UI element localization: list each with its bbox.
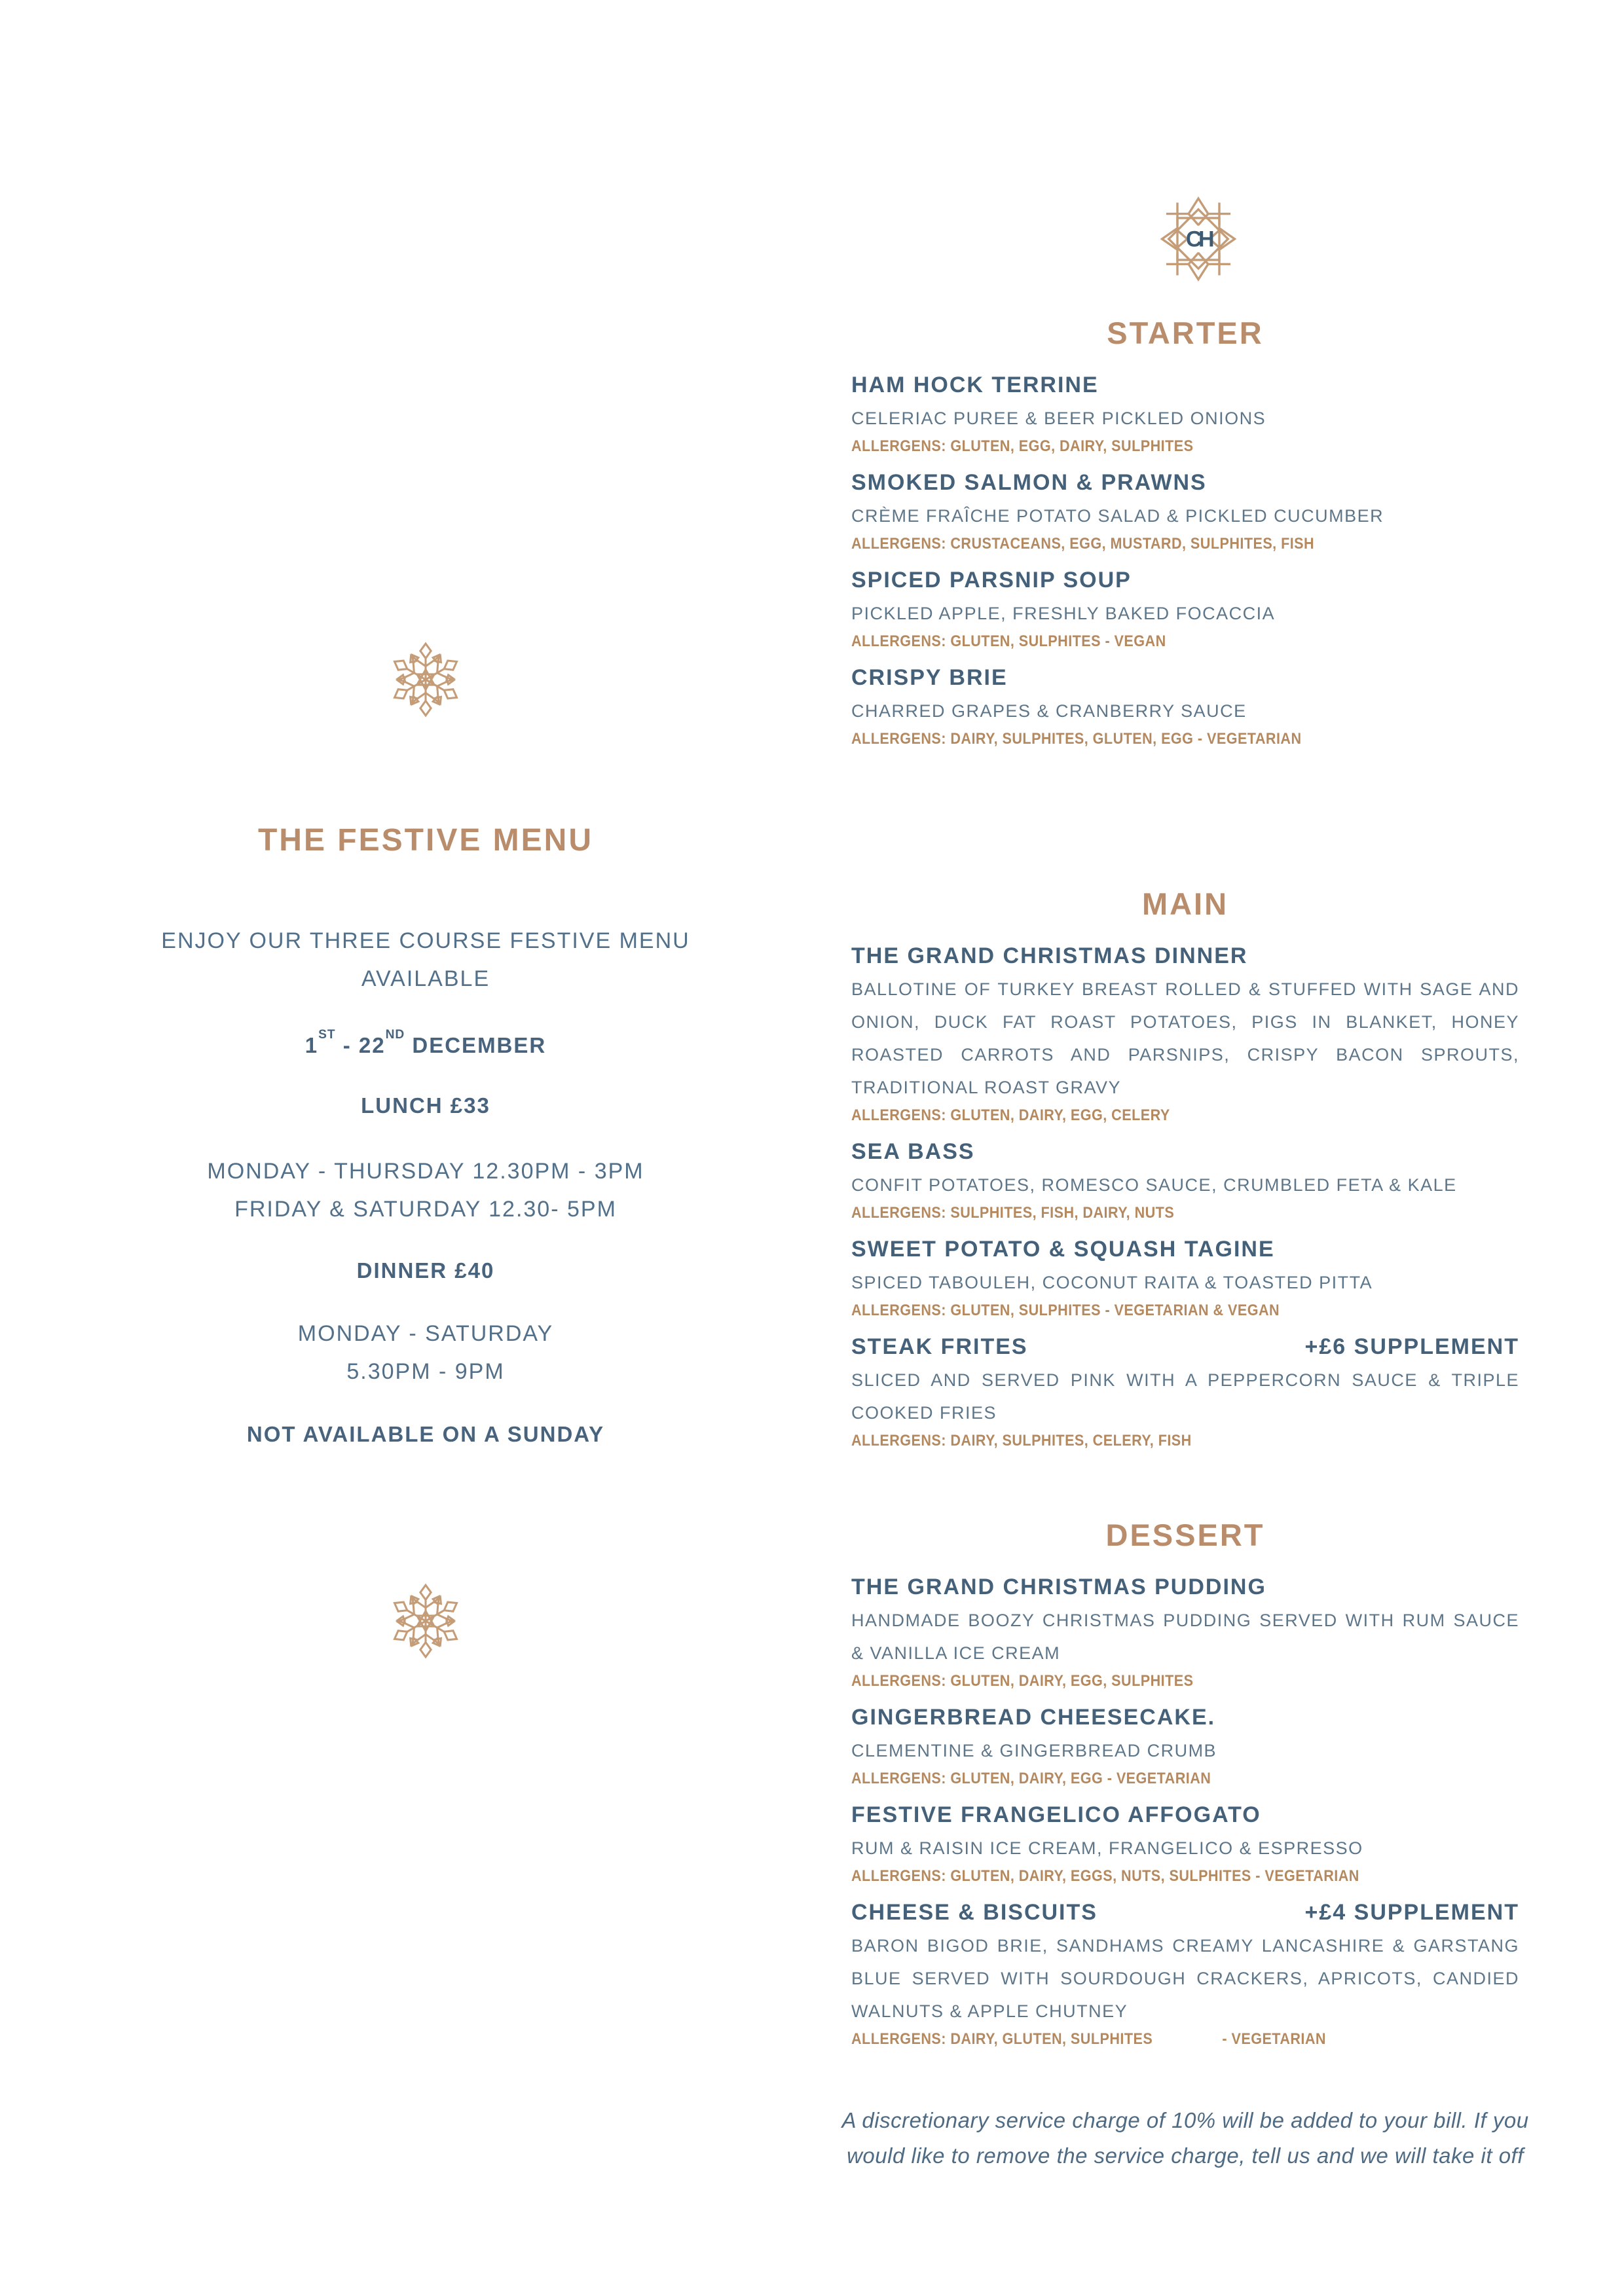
intro-line: AVAILABLE — [361, 966, 490, 991]
menu-item — [851, 372, 1519, 458]
item-name: CHEESE & BISCUITS — [851, 1900, 1098, 1925]
item-allergens: ALLERGENS: CRUSTACEANS, EGG, MUSTARD, SULPHITES, FISH — [851, 535, 1315, 553]
item-description: PICKLED APPLE, FRESHLY BAKED FOCACCIA — [851, 604, 1276, 623]
menu-item — [851, 1334, 1519, 1453]
snowflake-icon — [388, 638, 463, 721]
item-allergens: ALLERGENS: GLUTEN, DAIRY, EGG - VEGETARIAN — [851, 1770, 1211, 1787]
item-allergens: ALLERGENS: SULPHITES, FISH, DAIRY, NUTS — [851, 1204, 1175, 1222]
menu-item — [851, 665, 1519, 751]
item-allergens: ALLERGENS: GLUTEN, DAIRY, EGG, SULPHITES — [851, 1672, 1194, 1690]
service-charge-note: A discretionary service charge of 10% will be added to your bill. If you would like to remove the service charge, tell us and we will take it off — [841, 2108, 1529, 2168]
menu-item — [851, 943, 1519, 1127]
item-name: THE GRAND CHRISTMAS PUDDING — [851, 1575, 1266, 1599]
item-allergens: ALLERGENS: DAIRY, SULPHITES, CELERY, FISH — [851, 1432, 1192, 1449]
dinner-days: MONDAY - SATURDAY — [297, 1321, 554, 1346]
menu-item — [851, 1236, 1519, 1322]
lunch-hours: MONDAY - THURSDAY 12.30PM - 3PM — [207, 1159, 644, 1184]
item-allergens: ALLERGENS: GLUTEN, SULPHITES - VEGETARIAN & VEGAN — [851, 1302, 1280, 1319]
menu-item — [851, 1899, 1519, 2051]
menu-item — [851, 1704, 1519, 1791]
item-description: BALLOTINE OF TURKEY BREAST ROLLED & STUFFED WITH SAGE AND ONION, DUCK FAT ROAST POTATOES, PIGS IN BLANKET, HONEY ROASTED CARROTS AND PARSNIPS, CRISPY BACON SPROUTS, TRADITIONAL ROAST GRAVY — [851, 979, 1519, 1097]
item-description: CELERIAC PUREE & BEER PICKLED ONIONS — [851, 409, 1266, 428]
item-allergens: ALLERGENS: GLUTEN, EGG, DAIRY, SULPHITES — [851, 437, 1194, 455]
section-title: STARTER — [1107, 316, 1264, 350]
item-description: BARON BIGOD BRIE, SANDHAMS CREAMY LANCASHIRE & GARSTANG BLUE SERVED WITH SOURDOUGH CRACKERS, APRICOTS, CANDIED WALNUTS & APPLE CHUTNEY — [851, 1936, 1519, 2021]
item-allergens: ALLERGENS: GLUTEN, SULPHITES - VEGAN — [851, 632, 1166, 650]
section-title: MAIN — [1141, 886, 1229, 921]
left-column — [85, 638, 766, 1662]
item-name: SPICED PARSNIP SOUP — [851, 568, 1132, 592]
main-section — [851, 888, 1519, 1464]
section-title: DESSERT — [1105, 1518, 1265, 1552]
starter-section — [851, 317, 1519, 762]
brand-monogram: CH — [1185, 227, 1211, 252]
dessert-section — [851, 1519, 1519, 2062]
item-description: SPICED TABOULEH, COCONUT RAITA & TOASTED PITTA — [851, 1273, 1373, 1292]
snowflake-icon — [388, 1580, 463, 1662]
item-name: SWEET POTATO & SQUASH TAGINE — [851, 1237, 1275, 1262]
menu-item — [851, 1139, 1519, 1225]
brand-logo-icon — [1156, 194, 1240, 284]
item-name: THE GRAND CHRISTMAS DINNER — [851, 943, 1248, 968]
item-name: FESTIVE FRANGELICO AFFOGATO — [851, 1802, 1261, 1827]
item-allergens: ALLERGENS: GLUTEN, DAIRY, EGG, CELERY — [851, 1106, 1170, 1124]
item-name: GINGERBREAD CHEESECAKE. — [851, 1705, 1216, 1730]
menu-item — [851, 1574, 1519, 1693]
item-name: CRISPY BRIE — [851, 665, 1008, 690]
item-name: SMOKED SALMON & PRAWNS — [851, 470, 1207, 495]
item-description: HANDMADE BOOZY CHRISTMAS PUDDING SERVED WITH RUM SAUCE & VANILLA ICE CREAM — [851, 1611, 1519, 1663]
item-allergens: ALLERGENS: DAIRY, SULPHITES, GLUTEN, EGG - VEGETARIAN — [851, 730, 1302, 748]
sunday-notice: NOT AVAILABLE ON A SUNDAY — [246, 1422, 605, 1446]
menu-title: THE FESTIVE MENU — [257, 823, 594, 858]
lunch-hours: FRIDAY & SATURDAY 12.30- 5PM — [234, 1197, 617, 1222]
item-name: SEA BASS — [851, 1139, 975, 1164]
item-allergens: ALLERGENS: GLUTEN, DAIRY, EGGS, NUTS, SULPHITES - VEGETARIAN — [851, 1867, 1359, 1885]
dinner-price: DINNER £40 — [356, 1258, 495, 1283]
intro-line: ENJOY OUR THREE COURSE FESTIVE MENU — [161, 928, 690, 953]
menu-item — [851, 1802, 1519, 1888]
item-description: CHARRED GRAPES & CRANBERRY SAUCE — [851, 701, 1247, 721]
item-allergens: ALLERGENS: DAIRY, GLUTEN, SULPHITES - VEGETARIAN — [851, 2030, 1326, 2048]
item-description: RUM & RAISIN ICE CREAM, FRANGELICO & ESPRESSO — [851, 1838, 1363, 1858]
menu-item — [851, 469, 1519, 556]
item-allergens-suffix: - VEGETARIAN — [1222, 2030, 1326, 2048]
availability-dates: 1ST - 22ND DECEMBER — [304, 1028, 547, 1057]
item-description: SLICED AND SERVED PINK WITH A PEPPERCORN SAUCE & TRIPLE COOKED FRIES — [851, 1370, 1519, 1423]
lunch-price: LUNCH £33 — [361, 1093, 490, 1118]
dinner-hours: 5.30PM - 9PM — [346, 1359, 505, 1384]
item-supplement: +£6 SUPPLEMENT — [1304, 1334, 1519, 1359]
menu-item — [851, 567, 1519, 653]
item-supplement: +£4 SUPPLEMENT — [1304, 1900, 1519, 1925]
item-description: CLEMENTINE & GINGERBREAD CRUMB — [851, 1741, 1217, 1760]
item-name: HAM HOCK TERRINE — [851, 373, 1099, 397]
item-description: CONFIT POTATOES, ROMESCO SAUCE, CRUMBLED FETA & KALE — [851, 1175, 1457, 1195]
item-name: STEAK FRITES — [851, 1334, 1028, 1359]
item-description: CRÈME FRAÎCHE POTATO SALAD & PICKLED CUCUMBER — [851, 506, 1384, 526]
